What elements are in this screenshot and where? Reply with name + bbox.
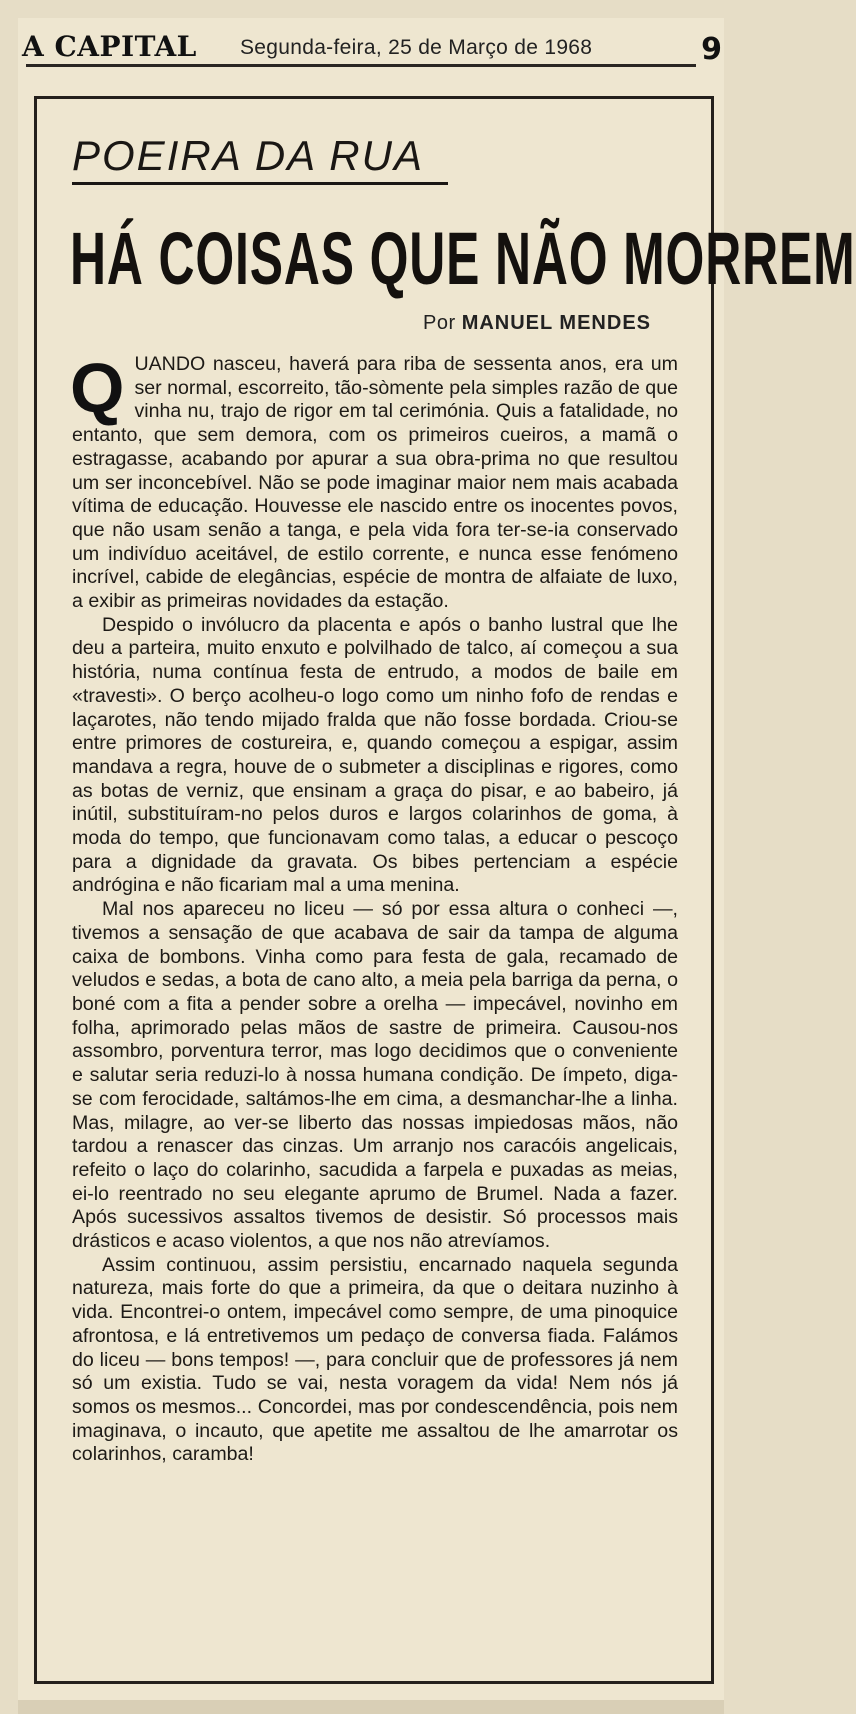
article-body — [70, 349, 678, 1467]
publication-name: A CAPITAL — [22, 30, 197, 63]
paragraph-2: Despido o invólucro da placenta e após o banho lustral que lhe deu a parteira, muito enxuto e polvilhado de talco, aí começou a sua história, numa contínua festa de entrudo, a modos de baile em «travesti». O berço acolheu-o logo como um ninho fofo de rendas e laçarotes, não tendo mijado fralda que não fosse bordada. Criou-se entre primores de costureira, e, quando começou a espigar, assim mandava a regra, houve de o submeter a disciplinas e rigores, como as botas de verniz, que ensinam a graça do pisar, e ao babeiro, já inútil, substituíram-no pelos duros e largos colarinhos de goma, à moda do tempo, que funcionavam como talas, a educar o pescoço para a dignidade da gravata. Os bibes pertenciam a espécie andrógina e não ficariam mal a uma menina. — [72, 613, 678, 897]
byline-prefix: Por — [423, 312, 456, 334]
masthead — [22, 28, 722, 68]
paragraph-1 — [70, 349, 678, 614]
paragraph-3: Mal nos apareceu no liceu — só por essa altura o conheci —, tivemos a sensação de que acabava de sair da tampa de alguma caixa de bombons. Vinha como para festa de gala, recamado de veludos e sedas, a bota de cano alto, a meia pela barriga da perna, o boné com a fita a pender sobre a orelha — impecável, novinho em folha, aprimorado pelas mãos de sastre de primeira. Causou-nos assombro, porventura terror, mas logo decidimos que o conveniente e salutar seria reduzi-lo à nossa humana condição. De ímpeto, diga-se com ferocidade, saltámos-lhe em cima, a desmanchar-lhe a linha. Mas, milagre, ao ver-se liberto das nossas impiedosas mãos, não tardou a renascer das cinzas. Um arranjo nos caracóis angelicais, refeito o laço do colarinho, sacudida a farpela e puxadas as meias, ei-lo reentrado no seu elegante aprumo de Brumel. Nada a fazer. Após sucessivos assaltos tivemos de desistir. Só processos mais drásticos e acaso violentos, a que nos não atrevíamos. — [72, 898, 678, 1253]
masthead-rule — [26, 64, 696, 67]
headline: HÁ COISAS QUE NÃO MORREM — [70, 217, 856, 301]
drop-cap: Q — [70, 349, 125, 427]
paragraph-4: Assim continuou, assim persistiu, encarnado naquela segunda natureza, mais forte do que a primeira, da que o deitara nuzinho à vida. Encontrei-o ontem, impecável como sempre, de uma pinoquice afrontosa, e lá entretivemos um pedaço de conversa fiada. Falámos do liceu — bons tempos! —, para concluir que de professores já nem só um existia. Tudo se vai, nesta voragem da vida! Nem nós já somos os mesmos... Concordei, mas por condescendência, pois nem imaginava, o incauto, que apetite me assaltou de lhe amarrotar os colarinhos, caramba! — [72, 1253, 678, 1466]
author-name: MANUEL MENDES — [461, 312, 651, 334]
issue-date: Segunda-feira, 25 de Março de 1968 — [240, 36, 593, 59]
byline — [423, 312, 651, 335]
page-number: 9 — [701, 32, 722, 67]
paragraph-1-text: UANDO nasceu, haverá para riba de sessenta anos, era um ser normal, escorreito, tão-sòmente pela simples razão de que vinha nu, trajo de rigor em tal cerimónia. Quis a fatalidade, no entanto, que sem demora, com os primeiros cueiros, a mamã o estragasse, acabando por apurar a sua obra-prima no que resultou um ser inconcebível. Não se pode imaginar maior nem mais acabada vítima de educação. Houvesse ele nascido entre os inocentes povos, que não usam senão a tanga, e pela vida fora ter-se-ia conservado um indivíduo aceitável, de estilo corrente, e nunca esse fenómeno incrível, cabide de elegâncias, espécie de montra de alfaiate de luxo, a exibir as primeiras novidades da estação. — [72, 353, 678, 613]
kicker-underline — [72, 182, 448, 185]
scan-margin — [18, 1700, 724, 1714]
section-kicker: POEIRA DA RUA — [72, 132, 424, 179]
